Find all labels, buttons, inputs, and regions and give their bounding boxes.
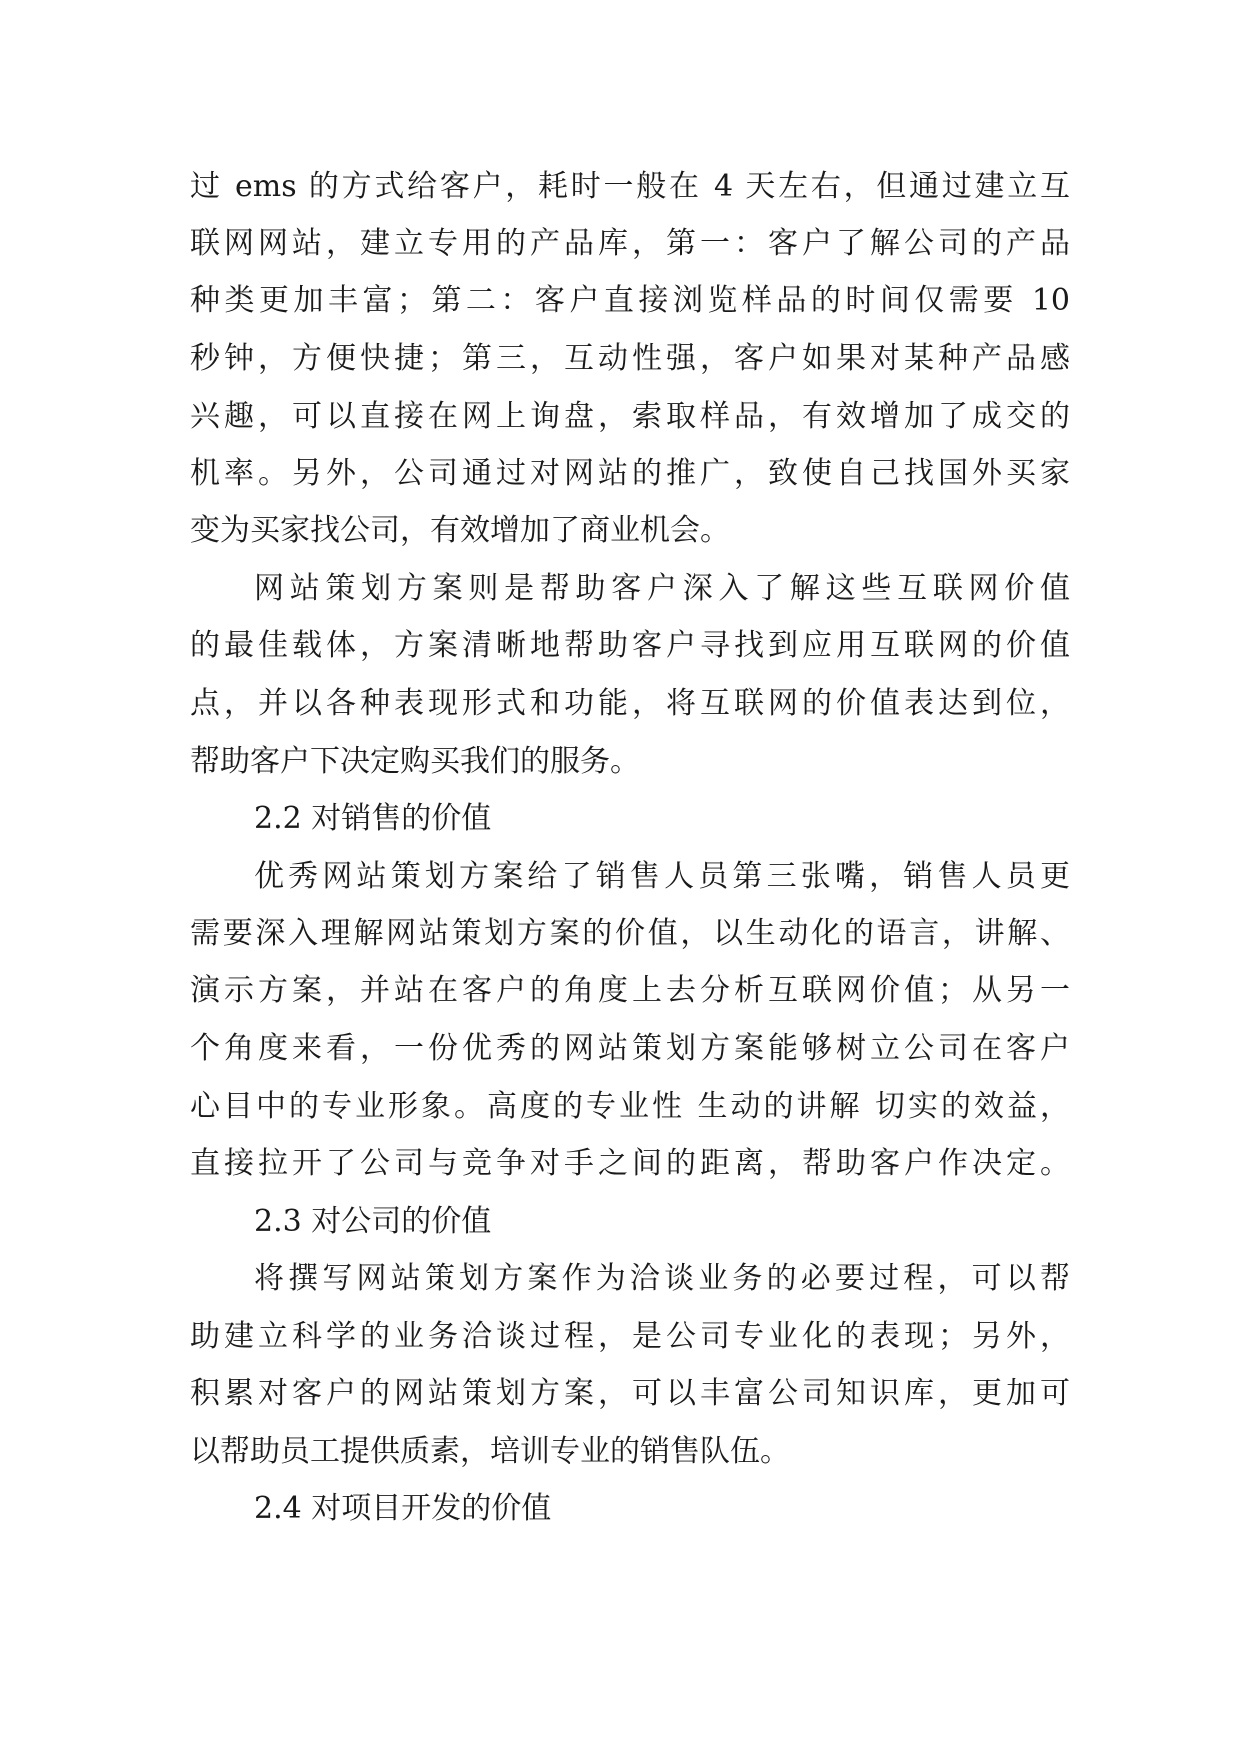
- paragraph-line: 兴趣，可以直接在网上询盘，索取样品，有效增加了成交的: [190, 399, 1070, 434]
- paragraph-line: 以帮助员工提供质素，培训专业的销售队伍。: [190, 1434, 790, 1469]
- paragraph-line: 个角度来看，一份优秀的网站策划方案能够树立公司在客户: [190, 1031, 1070, 1066]
- paragraph-line: 帮助客户下决定购买我们的服务。: [190, 744, 640, 779]
- paragraph-line: 积累对客户的网站策划方案，可以丰富公司知识库，更加可: [190, 1376, 1070, 1411]
- section-heading: 2.2 对销售的价值: [254, 801, 492, 836]
- paragraph-line: 助建立科学的业务洽谈过程，是公司专业化的表现；另外，: [190, 1319, 1070, 1354]
- paragraph-line: 点，并以各种表现形式和功能，将互联网的价值表达到位，: [190, 686, 1070, 721]
- paragraph-line: 优秀网站策划方案给了销售人员第三张嘴，销售人员更: [254, 859, 1070, 894]
- section-heading: 2.3 对公司的价值: [254, 1204, 492, 1239]
- paragraph-line: 过 ems 的方式给客户，耗时一般在 4 天左右，但通过建立互: [190, 169, 1070, 204]
- paragraph-line: 机率。另外，公司通过对网站的推广，致使自己找国外买家: [190, 456, 1070, 491]
- paragraph-line: 种类更加丰富；第二：客户直接浏览样品的时间仅需要 10: [190, 283, 1070, 318]
- paragraph-line: 变为买家找公司，有效增加了商业机会。: [190, 513, 730, 548]
- paragraph-line: 网站策划方案则是帮助客户深入了解这些互联网价值: [254, 571, 1070, 606]
- paragraph-line: 将撰写网站策划方案作为洽谈业务的必要过程，可以帮: [254, 1261, 1070, 1296]
- paragraph-line: 联网网站，建立专用的产品库，第一：客户了解公司的产品: [190, 226, 1070, 261]
- section-heading: 2.4 对项目开发的价值: [254, 1491, 552, 1526]
- paragraph-line: 的最佳载体，方案清晰地帮助客户寻找到应用互联网的价值: [190, 628, 1070, 663]
- paragraph-line: 心目中的专业形象。高度的专业性 生动的讲解 切实的效益，: [190, 1089, 1070, 1124]
- paragraph-line: 直接拉开了公司与竞争对手之间的距离，帮助客户作决定。: [190, 1146, 1070, 1181]
- paragraph-line: 演示方案，并站在客户的角度上去分析互联网价值；从另一: [190, 973, 1070, 1008]
- paragraph-line: 秒钟，方便快捷；第三，互动性强，客户如果对某种产品感: [190, 341, 1070, 376]
- paragraph-line: 需要深入理解网站策划方案的价值，以生动化的语言，讲解、: [190, 916, 1070, 951]
